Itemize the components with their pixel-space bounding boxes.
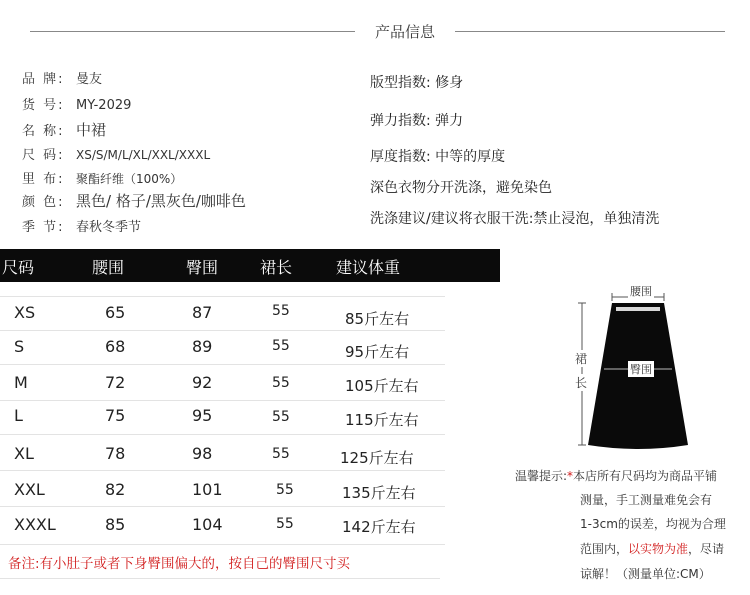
cell-size: M <box>14 373 28 392</box>
cell-hip: 89 <box>192 337 213 356</box>
waistband-stripe <box>616 307 660 311</box>
tip-text-4a: 范围内， <box>580 542 629 556</box>
cell-size: XXL <box>14 480 45 499</box>
cell-weight: 85斤左右 <box>345 310 410 328</box>
cell-waist: 82 <box>105 480 126 499</box>
header-weight: 建议体重 <box>336 258 401 277</box>
info-season <box>22 216 141 235</box>
tip-prefix: 温馨提示: <box>515 469 568 483</box>
info-label: 名 称: <box>22 124 65 139</box>
tip-text-4c: ，尽请 <box>688 542 725 556</box>
row-divider <box>0 434 445 435</box>
info-color <box>22 190 246 211</box>
info-brand <box>22 68 102 87</box>
cell-length: 55 <box>272 375 290 391</box>
row-divider <box>0 544 445 545</box>
tip-text-4b: 以实物为准 <box>628 542 689 556</box>
cell-weight: 125斤左右 <box>340 449 414 467</box>
title-rule-left <box>30 31 355 32</box>
tip-text-1: 本店所有尺码均为商品平铺 <box>573 469 718 483</box>
row-divider <box>0 506 445 507</box>
info-lining <box>22 168 182 187</box>
cell-waist: 75 <box>105 406 126 425</box>
cell-weight: 135斤左右 <box>342 484 416 502</box>
info-value: 中裙 <box>76 121 107 139</box>
cell-waist: 72 <box>105 373 126 392</box>
cell-length: 55 <box>272 338 290 354</box>
cell-hip: 101 <box>192 480 223 499</box>
bottom-rule <box>0 578 440 579</box>
tip-star: * <box>567 469 574 483</box>
attr-stretch: 弹力指数: 弹力 <box>370 113 464 129</box>
info-label: 尺 码: <box>22 148 65 163</box>
info-value: 春秋冬季节 <box>76 220 142 235</box>
size-table-header <box>0 249 500 282</box>
header-waist: 腰围 <box>92 258 125 277</box>
title-rule-right <box>455 31 725 32</box>
attr-thickness: 厚度指数: 中等的厚度 <box>370 149 506 165</box>
cell-hip: 87 <box>192 303 213 322</box>
cell-weight: 105斤左右 <box>345 377 419 395</box>
info-value: MY-2029 <box>76 98 132 113</box>
header-length: 裙长 <box>260 258 293 277</box>
info-value: 聚酯纤维（100%） <box>76 172 183 186</box>
info-size <box>22 144 210 163</box>
attr-fit: 版型指数: 修身 <box>370 75 464 91</box>
cell-length: 55 <box>276 516 294 532</box>
cell-hip: 95 <box>192 406 213 425</box>
attr-wash-advice: 洗涤建议/建议将衣服干洗:禁止浸泡，单独清洗 <box>370 211 660 227</box>
cell-weight: 142斤左右 <box>342 518 416 536</box>
tip-line-3: 1-3cm的误差，均视为合理 <box>580 517 726 531</box>
waist-label: 腰围 <box>630 285 652 298</box>
cell-length: 55 <box>276 482 294 498</box>
header-hip: 臀围 <box>186 258 219 277</box>
cell-size: XXXL <box>14 515 56 534</box>
info-name <box>22 119 106 140</box>
info-label: 品 牌: <box>22 72 65 87</box>
length-label-1: 裙 <box>575 352 588 366</box>
hip-label: 臀围 <box>630 363 652 376</box>
cell-length: 55 <box>272 409 290 425</box>
row-divider <box>0 470 445 471</box>
tip-line-5: 谅解！（测量单位:CM） <box>580 567 711 581</box>
row-divider <box>0 296 445 297</box>
info-label: 里 布: <box>22 172 65 187</box>
row-divider <box>0 330 445 331</box>
size-note: 备注:有小肚子或者下身臀围偏大的，按自己的臀围尺寸买 <box>8 556 351 572</box>
info-item-no <box>22 94 131 113</box>
cell-length: 55 <box>272 446 290 462</box>
page-title: 产品信息 <box>374 23 435 41</box>
info-label: 颜 色: <box>22 195 65 210</box>
info-value: 曼友 <box>76 72 103 87</box>
tip-line-2: 测量，手工测量难免会有 <box>580 493 713 507</box>
cell-waist: 85 <box>105 515 126 534</box>
length-label-2: 长 <box>575 376 588 390</box>
cell-weight: 95斤左右 <box>345 343 410 361</box>
cell-hip: 92 <box>192 373 213 392</box>
cell-size: XL <box>14 444 34 463</box>
header-size: 尺码 <box>2 258 35 277</box>
cell-waist: 65 <box>105 303 126 322</box>
info-label: 货 号: <box>22 98 65 113</box>
cell-hip: 104 <box>192 515 223 534</box>
tip-line-4 <box>580 540 724 557</box>
attr-wash-dark: 深色衣物分开洗涤，避免染色 <box>370 180 552 196</box>
cell-waist: 68 <box>105 337 126 356</box>
cell-length: 55 <box>272 303 290 319</box>
info-label: 季 节: <box>22 220 65 235</box>
cell-size: L <box>14 406 23 425</box>
cell-weight: 115斤左右 <box>345 411 419 429</box>
tip-line-1 <box>515 467 717 484</box>
row-divider <box>0 364 445 365</box>
cell-waist: 78 <box>105 444 126 463</box>
cell-size: S <box>14 337 25 356</box>
info-value: 黑色/ 格子/黑灰色/咖啡色 <box>76 192 246 210</box>
row-divider <box>0 400 445 401</box>
cell-hip: 98 <box>192 444 213 463</box>
info-value: XS/S/M/L/XL/XXL/XXXL <box>76 148 211 162</box>
cell-size: XS <box>14 303 36 322</box>
